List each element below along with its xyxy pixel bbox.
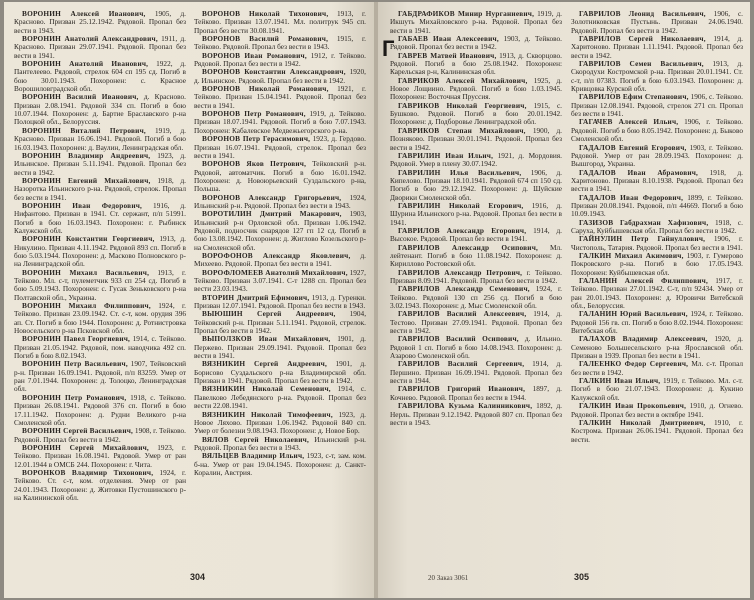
memorial-entry: [194, 411, 366, 436]
entry-details: 1923, д. Новое Ляхово. Призван 1.06.1942. Рядовой 840 сп. Умер от болезни 9.08.1943. Похоронен: д. Новое Бор.: [194, 409, 366, 436]
entry-name: ВОРОНОВ Петр Герасимович,: [202, 134, 311, 144]
memorial-entry: [571, 93, 743, 118]
entry-name: ВОРОНОВ Василий Романович,: [202, 34, 329, 44]
memorial-entry: [194, 310, 366, 335]
entry-name: ВОРОФОНОВ Александр Яковлевич,: [202, 250, 351, 260]
entry-details: 1897, д. Кочнево. Рядовой. Пропал без вести в 1944.: [390, 384, 563, 402]
memorial-entry: [390, 244, 562, 269]
entry-details: д. Михеево. Рядовой. Пропал без вести в 1941.: [194, 250, 367, 269]
entry-name: ГАВРИЛОВ Александр Семенович,: [398, 284, 530, 294]
open-book: [4, 2, 750, 598]
memorial-entry: [194, 294, 366, 311]
entry-name: ГАВРИЛОВ Василий Алексеевич,: [398, 309, 527, 319]
memorial-entry: [571, 35, 743, 60]
memorial-entry: [390, 285, 562, 310]
entry-details: 1918, с. Тейково. Призван 26.08.1941. Рядовой 376 сп. Погиб в бою 17.11.1942. Похоронен: д. Рудни Великого р-на Смоленской обл.: [14, 392, 186, 427]
memorial-entry: [194, 252, 366, 269]
entry-name: ВЯЗНИКИН Сергей Андреевич,: [202, 359, 327, 369]
memorial-entry: [571, 144, 743, 169]
memorial-entry: [14, 269, 186, 302]
left-column-2: [194, 10, 366, 477]
entry-name: ГАВРИКОВ Николай Георгиевич,: [398, 100, 527, 110]
entry-name: ГАДАЛОВ Евгений Егорович,: [579, 142, 687, 152]
memorial-entry: [194, 385, 366, 410]
entry-details: 1892, д. Нерль. Призван 9.12.1942. Рядовой 807 сп. Пропал без вести в 1943.: [390, 401, 563, 427]
entry-details: д. Красново. Призван 2.08.1941. Рядовой 334 сп. Погиб в бою 10.07.1944. Похоронен: д. Бартие Браславского р-на Полоцкой обл., Белоруссия.: [14, 92, 187, 127]
entry-details: 1921, д. Мордовия. Рядовой. Умер в плену 30.07.1942.: [390, 150, 562, 169]
entry-name: ВОРОНОВ Александр Григорьевич,: [202, 192, 342, 202]
entry-details: 1916, д. Нифантово. Призван в 1941. Ст. сержант, п/п 51991. Погиб в бою 16.03.1943. Похоронен: г. Рыбинск Калужской обл.: [14, 200, 186, 235]
right-page: [378, 2, 750, 598]
entry-details: 1903, Ильинский р-н Орловской обл. Призван 1.06.1942. Рядовой, подносчик снарядов 127 гп 12 сд. Погиб в бою 13.08.1942. Похоронен: д. Жиглово Козельского р-на Смоленской обл.: [194, 209, 367, 252]
memorial-entry: [390, 10, 562, 35]
entry-details: 1914, д. Першино. Призван 16.09.1941. Рядовой. Пропал без вести в 1944.: [390, 359, 563, 386]
memorial-entry: [14, 177, 186, 202]
entry-name: ГАЛАНИН Юрий Васильевич,: [579, 309, 688, 319]
memorial-entry: [14, 427, 186, 444]
memorial-entry: [194, 52, 366, 69]
entry-details: 1919, д. Икшуть Михайловского р-на. Рядовой. Пропал без вести в 1941.: [390, 9, 562, 35]
entry-details: 1918, д. Назоротка Ильинского р-на. Рядовой, стрелок. Пропал без вести в 1941.: [14, 175, 187, 202]
entry-details: 1917, г. Тейково. Призван 27.01.1942. С-т, п/п 92434. Умер от ран 20.01.1943. Похоронен: д. Юровичи Витебской обл., Белоруссия.: [571, 276, 743, 311]
entry-details: 1914, д. Высокое. Рядовой. Пропал без вести в 1941.: [390, 225, 563, 244]
entry-details: Мл. лейтенант. Погиб в бою 11.08.1942. Похоронен: д. Кириллово Ростовской обл.: [390, 242, 562, 269]
memorial-entry: [571, 252, 743, 277]
memorial-entry: [194, 436, 366, 453]
entry-name: ВОРОФЛОМЕЕВ Анатолий Михайлович,: [202, 267, 348, 277]
entry-name: ГАВРИКОВ Степан Михайлович,: [398, 125, 526, 135]
entry-name: ВЫПОЛЗКОВ Иван Михайлович,: [202, 334, 331, 344]
entry-name: ГАВРИЛОВ Александр Егорович,: [398, 225, 527, 235]
entry-details: 1924, Ильинский р-н. Рядовой. Пропал без вести в 1943.: [194, 192, 366, 210]
entry-name: ГАВРИЛОВ Василий Сергеевич,: [398, 359, 525, 369]
memorial-entry: [194, 335, 366, 360]
printer-signature: 20 Заказ 3061: [428, 574, 469, 582]
entry-name: ВОРОНИН Алексей Иванович,: [22, 9, 146, 18]
entry-details: 1906, г. Тейково. Рядовой. Погиб в бою 8.05.1942. Похоронен: д. Быково Смоленской обл.: [571, 117, 743, 144]
memorial-entry: [390, 360, 562, 385]
entry-name: ГАВРИЛОВ Ефим Степанович,: [579, 92, 689, 102]
entry-name: ГАЛКИН Иван Ильич,: [579, 376, 661, 386]
entry-details: 1919, д. Тейково. Призван 18.07.1941. Рядовой. Погиб в бою 7.07.1943. Похоронен: Кабалевское Медвежьегорского р-на.: [194, 109, 366, 135]
entry-details: 1915, с. Бушково. Рядовой. Погиб в бою 20.01.1942. Похоронен: д. Подборовье Ленинградской обл.: [390, 100, 563, 127]
entry-details: 1920, д. Ильинское. Рядовой. Пропал без вести в 1942.: [194, 67, 366, 85]
entry-details: 1913, д. Никулино. Призван 4.11.1942. Рядовой 893 сп. Погиб в бою 5.03.1944. Похоронен: д. Масково Полновского р-на Ленинградской обл.: [14, 234, 187, 269]
memorial-entry: [194, 110, 366, 135]
entry-details: 1899, г. Тейково. Призван 20.08.1941. Рядовой, п/п 44669. Погиб в бою 10.09.1943.: [571, 192, 744, 219]
entry-name: ВТОРИН Дмитрий Ефимович,: [202, 292, 310, 302]
memorial-entry: [14, 235, 186, 268]
entry-name: ГАДАЛОВ Иван Федорович,: [579, 192, 684, 202]
entry-name: ГАВРИЛОВ Григорий Иванович,: [398, 384, 526, 394]
entry-details: 1920, д. Семеново Большесельского р-на Ярославской обл. Призван в 1939. Пропал без вести в 1941.: [571, 334, 743, 361]
memorial-entry: [14, 35, 186, 60]
entry-details: 1918, с. Саруха, Куйбышевская обл. Пропал без вести в 1942.: [571, 217, 743, 235]
memorial-entry: [390, 335, 562, 360]
entry-details: 1923, с-т, зам. ком. б-на. Умер от ран 19.04.1945. Похоронен: д. Санкт-Коралин, Австрия.: [194, 451, 367, 477]
entry-details: 1915, г. Тейково. Рядовой. Пропал без вести в 1943.: [194, 34, 366, 52]
memorial-entry: [194, 194, 366, 211]
entry-details: 1924, г. Тейково. Призван 23.09.1942. Ст. с-т, ком. орудия 396 ап. Ст. Погиб в бою 1944. Похоронен: д. Ротнистровка Новосельского р-на Псковской обл.: [14, 301, 186, 336]
entry-details: 1913, г. Тейково. Призван 13.07.1941. Мл. политрук 945 сп. Пропал без вести 30.08.1941.: [194, 9, 366, 35]
entry-name: ВОРОНОВ Яков Петрович,: [202, 159, 307, 169]
entry-name: ГАВРИЛОВ Александр Осипович,: [398, 242, 539, 252]
entry-name: ВОРОНОВ Константин Александрович,: [202, 67, 346, 77]
entry-name: ВЯЗНИКИН Николай Тимофеевич,: [202, 409, 333, 419]
entry-details: 1913, д. Гуренки. Призван 12.07.1941. Рядовой. Пропал без вести в 1943.: [194, 292, 366, 311]
entry-details: 1914, д. Харитоново. Призван 1.11.1941. Рядовой. Пропал без вести в 1942.: [571, 34, 743, 60]
entry-name: ГАВРЕВ Матвей Иванович,: [398, 50, 497, 60]
entry-details: 1903, г. Тейково. Рядовой. Умер от ран 28.09.1943. Похоронен: д. Вышгород, Украина.: [571, 142, 744, 169]
memorial-entry: [14, 444, 186, 469]
entry-details: 1923, д. Гердово. Призван 16.07.1941. Рядовой, стрелок. Пропал без вести в 1941.: [194, 134, 366, 160]
entry-details: 1910, г. Кострома. Призван 26.06.1941. Рядовой. Пропал без вести.: [571, 417, 743, 444]
memorial-entry: [390, 385, 562, 402]
memorial-entry: [390, 52, 562, 77]
entry-details: г. Тейково. Призван 8.09.1941. Рядовой. Пропал без вести в 1942.: [390, 267, 562, 285]
entry-name: ГАВРИЛОВ Семен Васильевич,: [579, 59, 704, 69]
entry-details: 1910, д. Огнево. Рядовой. Пропал без вести в октябре 1941.: [571, 401, 744, 419]
memorial-entry: [14, 60, 186, 93]
entry-details: 1907, Тейковский р-н. Призван 16.09.1941. Рядовой, п/п 83259. Умер от ран 7.01.1944. Похоронен: д. Толоцко, Ленинградская обл.: [14, 359, 187, 394]
entry-name: ВОРОНИН Сергей Михайлович,: [22, 442, 149, 452]
entry-name: ГАВРИЛОВ Сергей Николаевич,: [579, 34, 706, 44]
entry-name: ВОРОНОВ Николай Тихонович,: [202, 9, 329, 18]
entry-details: 1901, д. Пержево. Призван 29.09.1941. Рядовой. Пропал без вести в 1941.: [194, 334, 367, 361]
entry-name: ГАЛКИН Иван Прокопьевич,: [579, 401, 687, 411]
memorial-entry: [194, 85, 366, 110]
entry-details: 1904, Тейковский р-н. Призван 5.11.1941. Рядовой, стрелок. Пропал без вести в 1942.: [194, 309, 367, 336]
entry-name: ГАВРИЛИН Иван Ильич,: [398, 150, 494, 160]
entry-details: 1914, с. Павелково Лебедянского р-на. Рядовой. Пропал без вести 22.08.1941.: [194, 384, 366, 411]
entry-name: ГАДАЛОВ Иван Абрамович,: [579, 167, 699, 177]
entry-name: ГАЛАНИН Алексей Филиппович,: [579, 276, 708, 285]
entry-name: ГАБАЕВ Иван Алексеевич,: [398, 34, 499, 44]
entry-name: ВОРОНИН Василий Иванович,: [22, 92, 139, 102]
page-number-left: 304: [190, 572, 206, 582]
entry-details: 1906, с. Тейково. Призван 12.08.1941. Рядовой, стрелок 271 сп. Пропал без вести в 1941.: [571, 92, 743, 119]
memorial-entry: [194, 269, 366, 294]
memorial-entry: [571, 360, 743, 377]
entry-details: 1916, д. Шурина Ильинского р-на. Рядовой. Пропал без вести в 1941.: [390, 200, 563, 227]
entry-name: ВЯЗНИКИН Николай Семенович,: [202, 384, 331, 394]
memorial-entry: [14, 360, 186, 393]
memorial-entry: [571, 377, 743, 402]
entry-name: ГАВРИЛОВ Александр Петрович,: [398, 267, 523, 277]
entry-name: ВОРОНИН Виталий Петрович,: [22, 125, 146, 135]
entry-name: ВОРОНИН Анатолий Александрович,: [22, 34, 158, 44]
entry-name: ВОРОНИН Евгений Михайлович,: [22, 175, 151, 185]
memorial-entry: [14, 127, 186, 152]
entry-details: Мл. с-т. Пропал без вести в 1942.: [571, 359, 744, 377]
entry-details: 1913, д. Скворцово. Рядовой. Погиб в бою 25.08.1942. Похоронен: Карельская р-н, Калининская обл.: [390, 50, 562, 77]
entry-details: 1924, г. Тейково. Рядовой 130 сп 256 сд. Погиб в бою 3.02.1943. Похоронен: д. Мыс Смоленской обл.: [390, 284, 562, 311]
entry-details: 1923, г. Тейково. Призван 16.08.1941. Рядовой. Умер от ран 12.01.1944 в ОМСБ 244. Похоронен: г. Чита.: [14, 442, 186, 469]
entry-details: 1924, г. Тейково. Рядовой 156 гв. сп. Погиб в бою 8.02.1944. Похоронен: Витебская обл.: [571, 309, 744, 336]
right-column-2: [571, 10, 743, 444]
memorial-entry: [194, 68, 366, 85]
memorial-entry: [14, 302, 186, 335]
entry-details: Ильинский р-н. Рядовой. Пропал без вести в 1943.: [194, 434, 366, 452]
memorial-entry: [194, 360, 366, 385]
memorial-entry: [390, 102, 562, 127]
memorial-entry: [571, 10, 743, 35]
entry-details: 1900, д. Позняково. Призван 30.01.1941. Рядовой. Пропал без вести в 1942.: [390, 125, 562, 152]
entry-name: ВОРОНОВ Петр Романович,: [202, 109, 306, 119]
entry-name: ГАЛКИН Николай Дмитриевич,: [579, 417, 706, 427]
entry-name: ГАВРИЛОВА Кузьма Калинникович,: [398, 401, 533, 411]
memorial-entry: [14, 469, 186, 502]
entry-details: 1905, д. Красново. Призван 25.12.1942. Рядовой. Пропал без вести в 1943.: [14, 9, 187, 35]
memorial-entry: [571, 219, 743, 236]
memorial-entry: [390, 269, 562, 286]
entry-name: ВЯЛЬЦЕВ Владимир Ильич,: [202, 451, 305, 461]
entry-name: ВОРОНОВ Иван Романович,: [202, 50, 307, 60]
entry-name: ВОРОТИЛИН Дмитрий Макарович,: [202, 209, 342, 219]
entry-details: 1913, д. Скородухи Костромской р-на. Призван 20.01.1941. Ст. с-т, п/п 07383. Погиб в бою 6.03.1943. Похоронен: д. Кривцовка Курской обл.: [571, 59, 743, 94]
entry-name: ВОРОНИН Сергей Васильевич,: [22, 426, 134, 436]
entry-details: д. Ильино. Рядовой 1 сп. Погиб в бою 14.08.1943. Похоронен: д. Азарово Смоленской обл.: [390, 334, 562, 361]
entry-details: 1908, г. Тейково. Рядовой. Пропал без вести в 1942.: [14, 426, 187, 444]
memorial-entry: [390, 310, 562, 335]
memorial-entry: [194, 452, 366, 477]
memorial-entry: [194, 135, 366, 160]
memorial-entry: [571, 402, 743, 419]
entry-details: 1927, Тейково. Призван 3.07.1941. С-т 1288 сп. Пропал без вести 23.03.1943.: [194, 267, 366, 294]
entry-details: 1914, д. Тестово. Призван 27.09.1941. Рядовой. Пропал без вести в 1942.: [390, 309, 562, 336]
entry-name: ГАГАЧЕВ Алексей Ильич,: [579, 117, 679, 127]
memorial-entry: [571, 118, 743, 143]
entry-name: ГАБДРАФИКОВ Минир Нурганиевич,: [398, 9, 535, 18]
entry-name: ГАВРИКОВ Алексей Михайлович,: [398, 75, 528, 85]
entry-name: ВОРОНИН Иван Федорович,: [22, 200, 143, 210]
memorial-entry: [390, 169, 562, 202]
entry-name: ВОРОНОВ Николай Романович,: [202, 84, 329, 94]
memorial-entry: [390, 402, 562, 427]
page-number-right: 305: [574, 572, 590, 582]
entry-name: ВОРОНИН Петр Романович,: [22, 392, 127, 402]
entry-details: 1913, г. Тейково. Мл. с-т, пулеметчик 933 сп 254 сд. Погиб в бою 5.09.1943. Похоронен: с. Гусак Зеньковского р-на Полтавской обл., Украина.: [14, 267, 186, 302]
memorial-entry: [571, 169, 743, 194]
entry-details: 1918, д. Харитоново. Призван 8.10.1938. Рядовой. Пропал без вести в 1941.: [571, 167, 744, 194]
entry-name: ГАЗИЗОВ Габдрахман Хафизович,: [579, 217, 709, 227]
entry-name: ВЫЮШИН Сергей Андреевич,: [202, 309, 336, 319]
memorial-entry: [571, 277, 743, 310]
entry-name: ВОРОНИН Константин Георгиевич,: [22, 234, 155, 244]
memorial-entry: [14, 335, 186, 360]
memorial-entry: [14, 10, 186, 35]
memorial-entry: [14, 152, 186, 177]
section-letter: Г: [382, 36, 395, 61]
memorial-entry: [390, 152, 562, 169]
memorial-entry: [194, 35, 366, 52]
entry-name: ВОРОНИН Михаил Васильевич,: [22, 267, 150, 277]
memorial-entry: [390, 77, 562, 102]
left-column-1: [14, 10, 186, 502]
entry-details: 1906, г. Чистополь, Татария. Рядовой. Пропал без вести в 1941.: [571, 234, 743, 252]
memorial-entry: [571, 335, 743, 360]
memorial-entry: [194, 160, 366, 193]
entry-details: 1925, д. Новое Лощиино. Рядовой. Погиб в бою 1.03.1945. Похоронен: Восточная Пруссия.: [390, 75, 562, 102]
memorial-entry: [14, 202, 186, 235]
entry-details: 1901, д. Борисово Суздальского р-на Владимирской обл. Призван в 1941. Рядовой. Пропал без вести в 1942.: [194, 359, 366, 386]
entry-details: 1923, д. Ильинское. Призван 5.11.1941. Рядовой. Пропал без вести в 1942.: [14, 150, 187, 177]
entry-details: 1914, с. Тейково. Призван 21.05.1942. Рядовой, пом. наводчика 492 сп. Погиб в бою 8.02.1943.: [14, 334, 186, 361]
left-page: [4, 2, 376, 598]
entry-details: 1911, д. Красново. Призван 29.07.1941. Рядовой. Пропал без вести в 1941.: [14, 34, 186, 60]
entry-details: 1912, г. Тейково. Рядовой. Пропал без вести в 1942.: [194, 50, 366, 69]
entry-name: ВОРОНИН Павел Георгиевич,: [22, 334, 131, 344]
entry-name: ГАВРИЛИН Илья Васильевич,: [398, 167, 522, 177]
entry-name: ГАЙНУЛИН Петр Гайнуллович,: [579, 234, 706, 244]
entry-name: ВОРОНИН Владимир Андреевич,: [22, 150, 151, 160]
entry-name: ГАЛАХОВ Владимир Алексеевич,: [579, 334, 708, 344]
memorial-entry: [390, 227, 562, 244]
entry-details: 1922, д. Пантелеево. Рядовой, стрелок 604 сп 195 сд. Погиб в бою 30.01.1943. Похоронен: с. Красное Ворошиловградской обл.: [14, 59, 186, 94]
entry-name: ГАЛКИН Михаил Акимович,: [579, 250, 684, 260]
entry-name: ВОРОНИН Михаил Филиппович,: [22, 301, 151, 311]
memorial-entry: [571, 310, 743, 335]
entry-details: 1921, г. Тейково. Призван 15.04.1941. Рядовой. Пропал без вести в 1941.: [194, 84, 366, 110]
entry-details: 1906, с. Золотниковская Пустынь. Призван 24.06.1940. Рядовой. Пропал без вести в 1942.: [571, 9, 744, 35]
entry-details: 1903, д. Тейково. Рядовой. Пропал без вести в 1942.: [390, 34, 562, 52]
entry-details: 1919, д. Красново. Призван 16.06.1941. Рядовой. Погиб в бою 16.03.1943. Похоронен: д. Ваулин, Ленинградская обл.: [14, 125, 187, 152]
entry-name: ГАВРИЛОВ Василий Осипович,: [398, 334, 519, 344]
entry-name: ВЯЛОВ Сергей Николаевич,: [202, 434, 310, 444]
entry-name: ГАВРИЛОВ Леонид Васильевич,: [579, 9, 706, 18]
entry-name: ГАЛЕЕНКО Федор Сергеевич,: [579, 359, 689, 369]
memorial-entry: [390, 127, 562, 152]
entry-name: ВОРОНКОВ Владимир Тихонович,: [22, 467, 154, 477]
memorial-entry: [194, 10, 366, 35]
memorial-entry: [571, 235, 743, 252]
entry-details: Тейковский р-н. Рядовой, автоматчик. Погиб в бою 16.01.1942. Похоронен: д. Новоюрьевский Суздальского р-на, Польша.: [194, 159, 366, 194]
entry-details: 1919, г. Тейково. Мл. с-т. Погиб в бою 21.07.1943. Похоронен: д. Кукино Калужской обл.: [571, 376, 744, 402]
entry-details: 1903, г. Гумерово Покровского р-на. Погиб в бою 17.05.1943. Похоронен: Куйбышевская обл.: [571, 250, 744, 277]
right-column-1: [390, 10, 562, 427]
memorial-entry: [390, 35, 562, 52]
entry-details: 1924, г. Тейково. Ст. с-т, ком. отделения. Умер от ран 24.01.1943. Похоронен: д. Житовки Пустошинского р-на Калининской обл.: [14, 467, 186, 502]
entry-details: 1906, д. Кипелово. Призван 18.10.1941. Рядовой 674 сп 150 сд. Погиб в бою 29.12.1942. Похоронен: д. Шуйские Дворики Смоленской обл.: [390, 167, 562, 202]
memorial-entry: [14, 394, 186, 427]
memorial-entry: [571, 60, 743, 93]
memorial-entry: [390, 202, 562, 227]
entry-name: ВОРОНИН Петр Васильевич,: [22, 359, 128, 369]
memorial-entry: [14, 93, 186, 126]
memorial-entry: [194, 210, 366, 252]
entry-name: ВОРОНИН Анатолий Иванович,: [22, 59, 149, 69]
entry-name: ГАВРИЛИН Николай Егорович,: [398, 200, 524, 210]
memorial-entry: [571, 419, 743, 444]
memorial-entry: [571, 194, 743, 219]
